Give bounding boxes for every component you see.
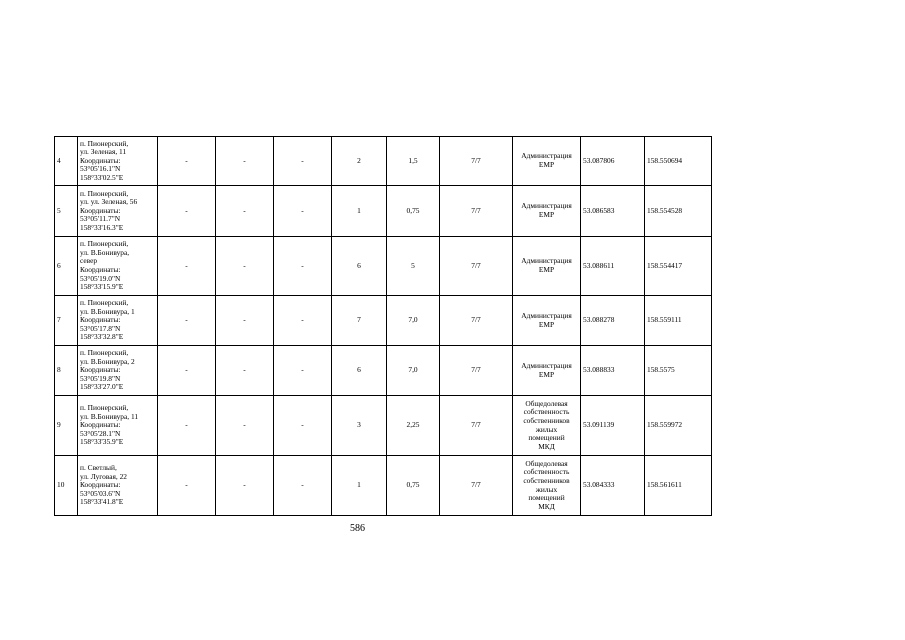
address-line: 158°33'16.3"E	[80, 222, 124, 232]
cell-dash: -	[274, 186, 332, 237]
address-line: 53°05'19.8"N	[80, 373, 121, 383]
cell-dash: -	[274, 396, 332, 456]
container-volume: 7,0	[387, 296, 440, 346]
table-row	[55, 346, 712, 396]
owner-line: помещений	[528, 433, 565, 443]
latitude: 53.086583	[581, 186, 645, 237]
address-line: 53°05'19.0"N	[80, 273, 121, 283]
row-number: 6	[55, 237, 78, 296]
waste-sites-table	[54, 136, 712, 516]
container-count: 1	[332, 186, 387, 237]
cell-dash: -	[216, 456, 274, 516]
site-owner	[513, 296, 581, 346]
owner-line: МКД	[538, 501, 555, 511]
container-count: 6	[332, 346, 387, 396]
cell-dash: -	[158, 296, 216, 346]
longitude: 158.554417	[645, 237, 712, 296]
collection-schedule: 7/7	[440, 237, 513, 296]
site-owner	[513, 186, 581, 237]
cell-dash: -	[274, 346, 332, 396]
address-line: п. Пионерский,	[80, 298, 129, 308]
table-row	[55, 296, 712, 346]
owner-line: собственность	[523, 467, 570, 477]
cell-dash: -	[158, 346, 216, 396]
address-line: 158°33'27.0"E	[80, 382, 124, 392]
owner-line: жилых	[535, 424, 558, 434]
address-line: 53°05'11.7"N	[80, 214, 121, 224]
owner-line: МКД	[538, 441, 555, 451]
container-count: 7	[332, 296, 387, 346]
cell-dash: -	[216, 137, 274, 186]
container-volume: 1,5	[387, 137, 440, 186]
longitude: 158.559972	[645, 396, 712, 456]
address-line: Координаты:	[80, 365, 121, 375]
address-line: 53°05'28.1"N	[80, 428, 121, 438]
latitude: 53.091139	[581, 396, 645, 456]
address-line: ул. ул. Зеленая, 56	[80, 197, 138, 207]
site-address	[78, 456, 158, 516]
site-owner	[513, 346, 581, 396]
address-line: Координаты:	[80, 265, 121, 274]
owner-line: ЕМР	[538, 265, 555, 274]
cell-dash: -	[216, 186, 274, 237]
cell-dash: -	[216, 296, 274, 346]
address-line: 53°05'03.6"N	[80, 488, 121, 498]
row-number: 7	[55, 296, 78, 346]
owner-line: Администрация	[521, 256, 572, 266]
longitude: 158.550694	[645, 137, 712, 186]
site-address	[78, 296, 158, 346]
latitude: 53.088278	[581, 296, 645, 346]
address-line: Координаты:	[80, 315, 121, 325]
container-volume: 5	[387, 237, 440, 296]
cell-dash: -	[216, 346, 274, 396]
collection-schedule: 7/7	[440, 296, 513, 346]
longitude: 158.561611	[645, 456, 712, 516]
cell-dash: -	[158, 396, 216, 456]
address-line: 53°05'17.8"N	[80, 323, 121, 333]
collection-schedule: 7/7	[440, 346, 513, 396]
latitude: 53.088833	[581, 346, 645, 396]
container-volume: 2,25	[387, 396, 440, 456]
site-owner	[513, 396, 581, 456]
address-line: 158°33'02.5"E	[80, 172, 124, 182]
table-row	[55, 396, 712, 456]
address-line: ул. Луговая, 22	[80, 471, 127, 481]
owner-line: Администрация	[521, 151, 572, 161]
owner-line: ЕМР	[538, 210, 555, 219]
address-line: п. Пионерский,	[80, 403, 129, 413]
cell-dash: -	[274, 456, 332, 516]
owner-line: ЕМР	[538, 369, 555, 379]
cell-dash: -	[158, 137, 216, 186]
cell-dash: -	[158, 237, 216, 296]
collection-schedule: 7/7	[440, 396, 513, 456]
table-row	[55, 137, 712, 186]
row-number: 8	[55, 346, 78, 396]
latitude: 53.087806	[581, 137, 645, 186]
collection-schedule: 7/7	[440, 137, 513, 186]
address-line: 158°33'41.8"E	[80, 497, 124, 507]
collection-schedule: 7/7	[440, 186, 513, 237]
cell-dash: -	[274, 296, 332, 346]
address-line: 53°05'16.1"N	[80, 164, 121, 174]
cell-dash: -	[216, 237, 274, 296]
address-line: Координаты:	[80, 155, 121, 165]
page-number: 586	[350, 523, 365, 534]
row-number: 9	[55, 396, 78, 456]
row-number: 10	[55, 456, 78, 516]
owner-line: ЕМР	[538, 319, 555, 329]
owner-line: помещений	[528, 493, 565, 503]
address-line: ул. В.Бонивура,	[80, 247, 130, 257]
address-line: п. Пионерский,	[80, 239, 129, 249]
address-line: 158°33'15.9"E	[80, 282, 124, 292]
address-line: п. Пионерский,	[80, 188, 129, 198]
address-line: ул. В.Бонивура, 2	[80, 356, 135, 366]
owner-line: собственность	[523, 407, 570, 417]
address-line: 158°33'32.8"E	[80, 332, 124, 342]
site-owner	[513, 237, 581, 296]
owner-line: Общедолевая	[525, 458, 568, 468]
owner-line: Администрация	[521, 360, 572, 370]
container-count: 3	[332, 396, 387, 456]
container-volume: 7,0	[387, 346, 440, 396]
collection-schedule: 7/7	[440, 456, 513, 516]
owner-line: Администрация	[521, 201, 572, 211]
owner-line: собственников	[523, 475, 570, 485]
owner-line: Общедолевая	[525, 398, 568, 408]
owner-line: ЕМР	[538, 160, 555, 169]
owner-line: Администрация	[521, 310, 572, 320]
table-row	[55, 186, 712, 237]
cell-dash: -	[216, 396, 274, 456]
container-count: 1	[332, 456, 387, 516]
cell-dash: -	[274, 237, 332, 296]
cell-dash: -	[158, 186, 216, 237]
address-line: Координаты:	[80, 420, 121, 430]
address-line: п. Пионерский,	[80, 348, 129, 358]
owner-line: собственников	[523, 415, 570, 425]
table-row	[55, 237, 712, 296]
owner-line: жилых	[535, 484, 558, 494]
site-address	[78, 186, 158, 237]
cell-dash: -	[158, 456, 216, 516]
table-body	[55, 137, 712, 516]
site-address	[78, 396, 158, 456]
address-line: ул. Зеленая, 11	[80, 147, 127, 157]
site-owner	[513, 456, 581, 516]
site-address	[78, 237, 158, 296]
container-volume: 0,75	[387, 186, 440, 237]
container-count: 2	[332, 137, 387, 186]
address-line: 158°33'35.9"E	[80, 437, 124, 447]
latitude: 53.084333	[581, 456, 645, 516]
address-line: Координаты:	[80, 205, 121, 215]
container-volume: 0,75	[387, 456, 440, 516]
row-number: 5	[55, 186, 78, 237]
site-address	[78, 137, 158, 186]
latitude: 53.088611	[581, 237, 645, 296]
site-owner	[513, 137, 581, 186]
row-number: 4	[55, 137, 78, 186]
address-line: север	[80, 256, 98, 266]
address-line: п. Светлый,	[80, 463, 117, 473]
longitude: 158.5575	[645, 346, 712, 396]
cell-dash: -	[274, 137, 332, 186]
site-address	[78, 346, 158, 396]
longitude: 158.554528	[645, 186, 712, 237]
container-count: 6	[332, 237, 387, 296]
address-line: ул. В.Бонивура, 11	[80, 411, 139, 421]
address-line: п. Пионерский,	[80, 138, 129, 148]
address-line: ул. В.Бонивура, 1	[80, 306, 135, 316]
longitude: 158.559111	[645, 296, 712, 346]
address-line: Координаты:	[80, 480, 121, 490]
table-row	[55, 456, 712, 516]
